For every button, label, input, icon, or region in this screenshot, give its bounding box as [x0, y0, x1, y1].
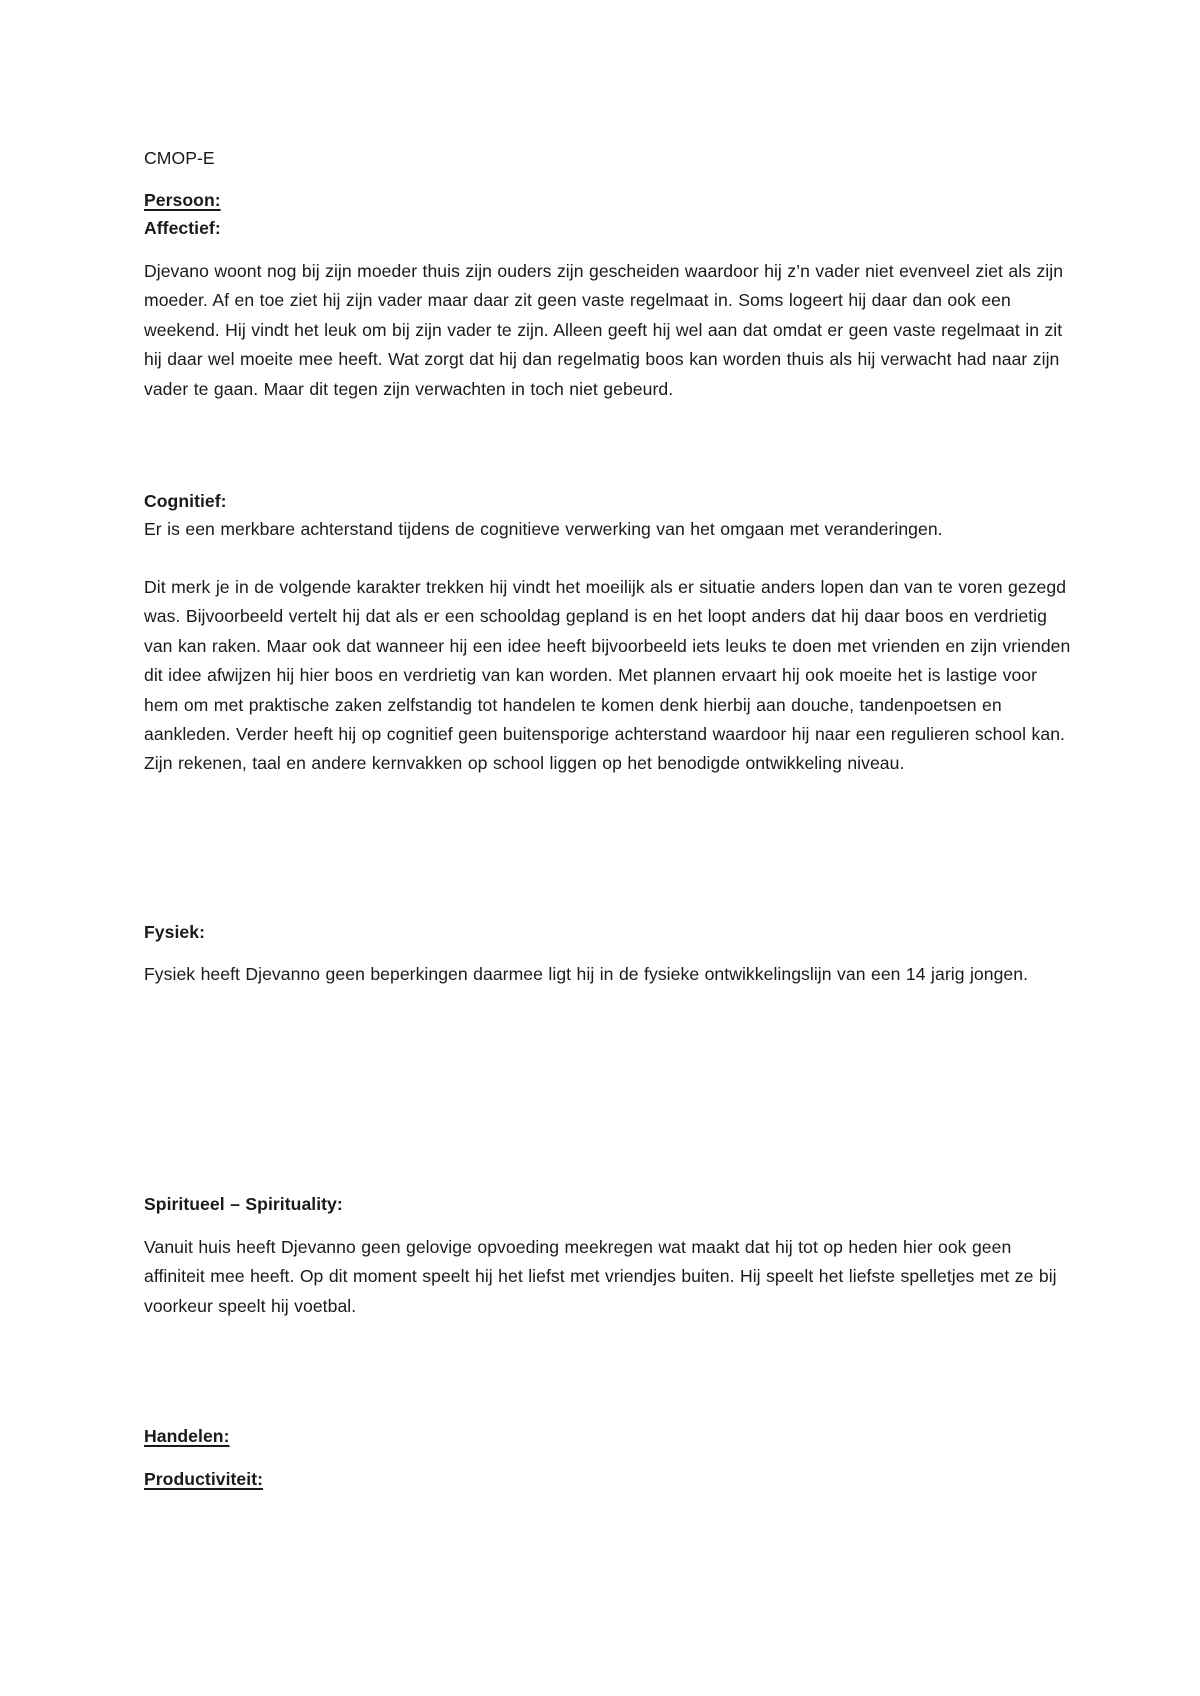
paragraph-cognitief-intro: Er is een merkbare achterstand tijdens de cognitieve verwerking van het omgaan met veranderingen.	[144, 519, 943, 539]
paragraph-fysiek: Fysiek heeft Djevanno geen beperkingen daarmee ligt hij in de fysieke ontwikkelingslijn van een 14 jarig jongen.	[144, 964, 1029, 984]
heading-productiviteit: Productiviteit:	[144, 1469, 264, 1489]
heading-fysiek: Fysiek:	[144, 922, 205, 942]
document-title: CMOP-E	[144, 148, 215, 168]
paragraph-cognitief-body: Dit merk je in de volgende karakter trekken hij vindt het moeilijk als er situatie anders lopen dan van te voren gezegd was. Bijvoorbeeld vertelt hij dat als er een schooldag gepland is en het loopt anders dat hij daar boos en verdrietig van kan raken. Maar ook dat wanneer hij een idee heeft bijvoorbeeld iets leuks te doen met vrienden en zijn vrienden dit idee afwijzen hij hier boos en verdrietig van kan worden. Met plannen ervaart hij ook moeite het is lastige voor hem om met praktische zaken zelfstandig tot handelen te komen denk hierbij aan douche, tandenpoetsen en aankleden. Verder heeft hij op cognitief geen buitensporige achterstand waardoor hij naar een regulieren school kan. Zijn rekenen, taal en andere kernvakken op school liggen op het benodigde ontwikkeling niveau.	[144, 577, 1071, 774]
heading-spiritueel: Spiritueel – Spirituality:	[144, 1194, 343, 1214]
heading-handelen: Handelen:	[144, 1426, 230, 1446]
paragraph-affectief: Djevano woont nog bij zijn moeder thuis zijn ouders zijn gescheiden waardoor hij z’n vader niet evenveel ziet als zijn moeder. Af en toe ziet hij zijn vader maar daar zit geen vaste regelmaat in. Soms logeert hij daar dan ook een weekend. Hij vindt het leuk om bij zijn vader te zijn. Alleen geeft hij wel aan dat omdat er geen vaste regelmaat in zit hij daar wel moeite mee heeft. Wat zorgt dat hij dan regelmatig boos kan worden thuis als hij verwacht had naar zijn vader te gaan. Maar dit tegen zijn verwachten in toch niet gebeurd.	[144, 261, 1064, 399]
paragraph-spiritueel: Vanuit huis heeft Djevanno geen gelovige opvoeding meekregen wat maakt dat hij tot op heden hier ook geen affiniteit mee heeft. Op dit moment speelt hij het liefst met vriendjes buiten. Hij speelt het liefste spelletjes met ze bij voorkeur speelt hij voetbal.	[144, 1237, 1057, 1316]
heading-cognitief: Cognitief:	[144, 491, 227, 511]
heading-persoon: Persoon:	[144, 190, 221, 210]
heading-affectief: Affectief:	[144, 218, 221, 238]
